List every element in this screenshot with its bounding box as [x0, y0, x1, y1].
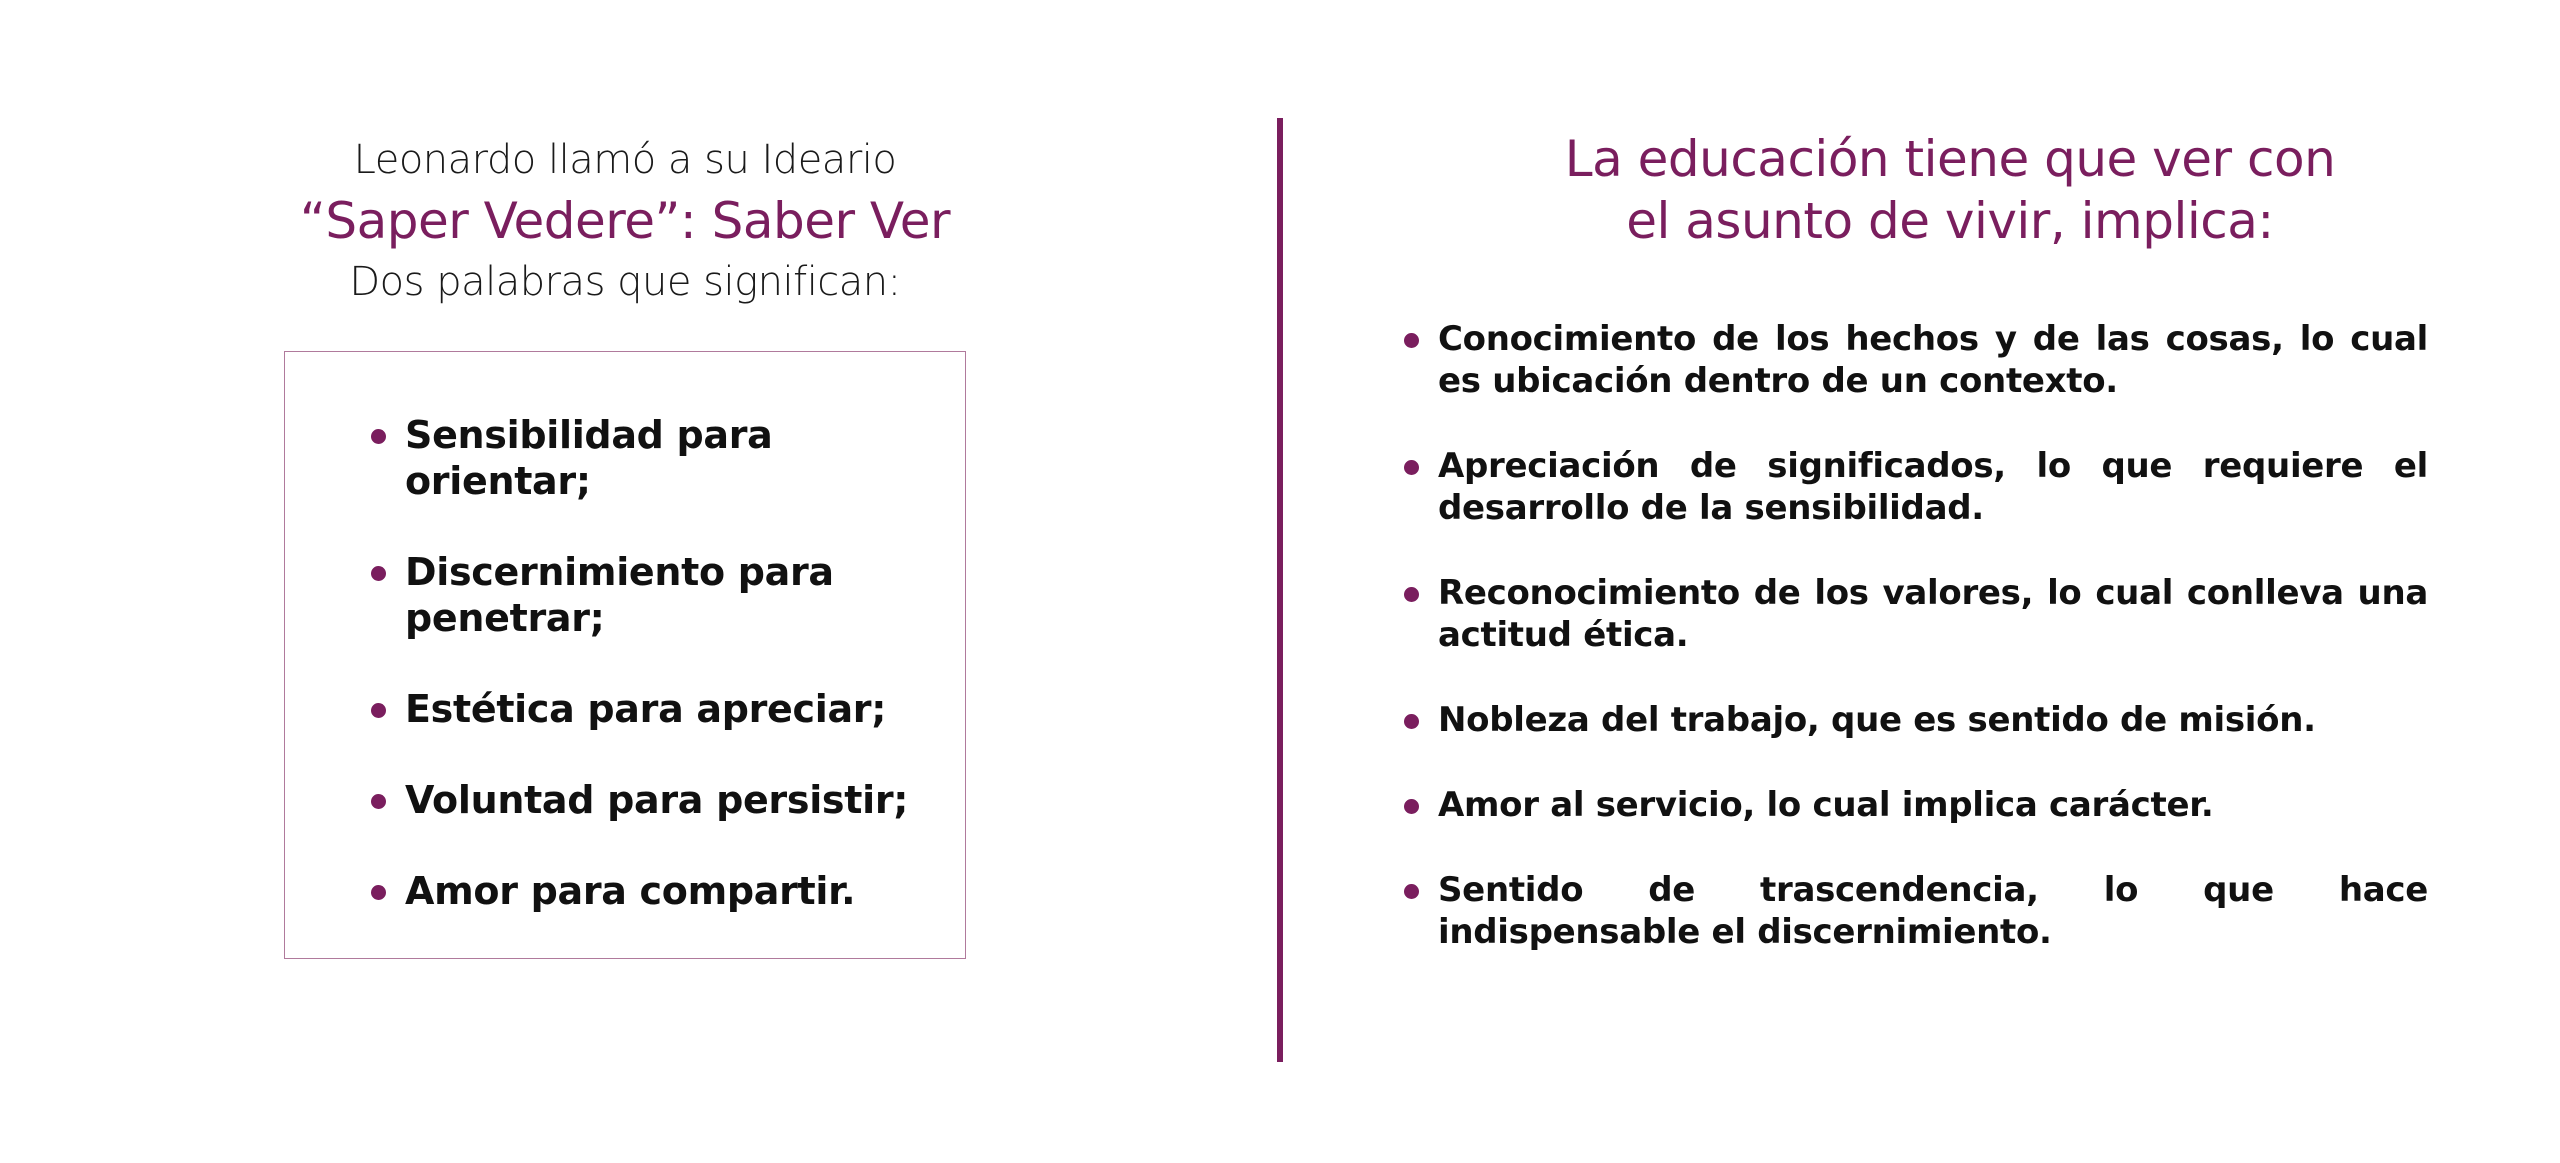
list-item [371, 868, 941, 914]
list-item-text: Voluntad para persistir; [405, 778, 909, 822]
top-band [0, 0, 2560, 105]
list-item-text: Conocimiento de los hechos y de las cosas, lo cual es ubicación dentro de un contexto. [1438, 319, 2428, 401]
bullet-dot-icon [1404, 587, 1419, 602]
list-item-text: Sentido de trascendencia, lo que hace indispensable el discernimiento. [1438, 870, 2428, 952]
right-title-line-2: el asunto de vivir, implica: [1626, 192, 2274, 250]
bullet-dot-icon [371, 794, 386, 809]
list-item-text: Nobleza del trabajo, que es sentido de misión. [1438, 700, 2316, 740]
intro-line-2: Dos palabras que significan: [349, 259, 901, 305]
list-item [1404, 572, 2428, 656]
list-item [371, 412, 941, 504]
education-list [1404, 318, 2428, 996]
right-title-line-1: La educación tiene que ver con [1564, 130, 2336, 188]
bullet-dot-icon [1404, 714, 1419, 729]
list-item-text: Estética para apreciar; [405, 687, 887, 731]
bullet-dot-icon [1404, 799, 1419, 814]
list-item [1404, 699, 2428, 741]
meanings-list [371, 412, 941, 959]
right-title [1410, 128, 2490, 252]
vertical-divider [1277, 118, 1283, 1062]
bullet-dot-icon [371, 429, 386, 444]
list-item [1404, 869, 2428, 953]
list-item [371, 777, 941, 823]
list-item [371, 549, 941, 641]
list-item-text: Discernimiento para penetrar; [405, 550, 834, 640]
list-item-text: Amor para compartir. [405, 869, 856, 913]
bullet-dot-icon [1404, 333, 1419, 348]
left-intro [270, 130, 980, 312]
list-item [1404, 318, 2428, 402]
list-item [1404, 445, 2428, 529]
bullet-dot-icon [1404, 460, 1419, 475]
meanings-box [284, 351, 966, 959]
list-item [371, 686, 941, 732]
bullet-dot-icon [371, 566, 386, 581]
intro-title: “Saper Vedere”: Saber Ver [299, 192, 951, 250]
intro-line-1: Leonardo llamó a su Ideario [353, 137, 897, 183]
list-item [1404, 784, 2428, 826]
list-item-text: Apreciación de significados, lo que requiere el desarrollo de la sensibilidad. [1438, 446, 2428, 528]
list-item-text: Amor al servicio, lo cual implica carácter. [1438, 785, 2214, 825]
list-item-text: Reconocimiento de los valores, lo cual conlleva una actitud ética. [1438, 573, 2428, 655]
bullet-dot-icon [371, 885, 386, 900]
bullet-dot-icon [371, 703, 386, 718]
bullet-dot-icon [1404, 884, 1419, 899]
list-item-text: Sensibilidad para orientar; [405, 413, 773, 503]
